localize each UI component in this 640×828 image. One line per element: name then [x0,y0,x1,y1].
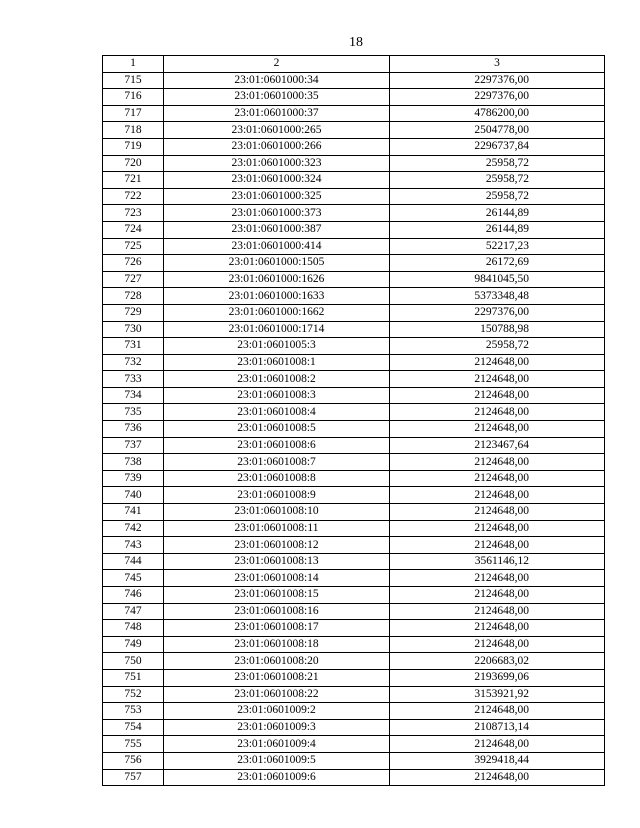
table-row [103,686,605,703]
cadastral-number-cell: 23:01:0601008:7 [164,454,390,471]
cadastral-number-cell: 23:01:0601008:22 [164,686,390,703]
table-row [103,354,605,371]
cadastral-number-cell: 23:01:0601008:9 [164,487,390,504]
row-number-cell: 740 [103,487,164,504]
cadastral-value-cell: 150788,98 [390,321,605,338]
cadastral-value-cell: 52217,23 [390,238,605,255]
table-row [103,172,605,189]
cadastral-number-cell: 23:01:0601008:5 [164,421,390,438]
row-number-cell: 748 [103,620,164,637]
row-number-cell: 721 [103,172,164,189]
row-number-cell: 729 [103,304,164,321]
cadastral-value-cell: 2124648,00 [390,520,605,537]
cadastral-number-cell: 23:01:0601008:18 [164,636,390,653]
table-row [103,437,605,454]
cadastral-number-cell: 23:01:0601000:1633 [164,288,390,305]
cadastral-number-cell: 23:01:0601009:5 [164,752,390,769]
table-row [103,487,605,504]
cadastral-number-cell: 23:01:0601000:1714 [164,321,390,338]
table-row [103,653,605,670]
row-number-cell: 754 [103,719,164,736]
row-number-cell: 720 [103,155,164,172]
cadastral-value-cell: 2124648,00 [390,454,605,471]
cadastral-number-cell: 23:01:0601000:1626 [164,271,390,288]
table-row [103,553,605,570]
cadastral-number-cell: 23:01:0601008:21 [164,669,390,686]
row-number-cell: 756 [103,752,164,769]
table-row [103,89,605,106]
row-number-cell: 722 [103,188,164,205]
cadastral-number-cell: 23:01:0601008:11 [164,520,390,537]
row-number-cell: 750 [103,653,164,670]
row-number-cell: 733 [103,371,164,388]
cadastral-value-cell: 2296737,84 [390,138,605,155]
cadastral-number-cell: 23:01:0601008:15 [164,587,390,604]
cadastral-value-cell: 2124648,00 [390,487,605,504]
table-row [103,752,605,769]
table-row [103,105,605,122]
table-row [103,271,605,288]
table-row [103,470,605,487]
row-number-cell: 734 [103,387,164,404]
cadastral-value-cell: 2124648,00 [390,421,605,438]
table-row [103,520,605,537]
cadastral-number-cell: 23:01:0601000:1662 [164,304,390,321]
row-number-cell: 723 [103,205,164,222]
cadastral-value-cell: 2124648,00 [390,470,605,487]
cadastral-value-cell: 26172,69 [390,255,605,272]
cadastral-value-cell: 2124648,00 [390,504,605,521]
cadastral-number-cell: 23:01:0601000:373 [164,205,390,222]
cadastral-number-cell: 23:01:0601000:323 [164,155,390,172]
cadastral-number-cell: 23:01:0601008:12 [164,537,390,554]
row-number-cell: 749 [103,636,164,653]
table-row [103,620,605,637]
cadastral-number-cell: 23:01:0601008:16 [164,603,390,620]
row-number-cell: 724 [103,221,164,238]
row-number-cell: 755 [103,736,164,753]
row-number-cell: 744 [103,553,164,570]
cadastral-value-cell: 25958,72 [390,188,605,205]
table-row [103,537,605,554]
cadastral-number-cell: 23:01:0601000:325 [164,188,390,205]
cadastral-value-cell: 2297376,00 [390,89,605,106]
cadastral-value-cell: 9841045,50 [390,271,605,288]
cadastral-value-cell: 2124648,00 [390,603,605,620]
table-row [103,421,605,438]
row-number-cell: 726 [103,255,164,272]
table-row [103,288,605,305]
row-number-cell: 739 [103,470,164,487]
row-number-cell: 731 [103,338,164,355]
table-row [103,338,605,355]
row-number-cell: 741 [103,504,164,521]
row-number-cell: 757 [103,769,164,786]
cadastral-number-cell: 23:01:0601000:266 [164,138,390,155]
row-number-cell: 715 [103,72,164,89]
row-number-cell: 730 [103,321,164,338]
table-row [103,255,605,272]
row-number-cell: 738 [103,454,164,471]
row-number-cell: 742 [103,520,164,537]
cadastral-value-cell: 3153921,92 [390,686,605,703]
row-number-cell: 728 [103,288,164,305]
row-number-cell: 736 [103,421,164,438]
row-number-cell: 716 [103,89,164,106]
cadastral-value-cell: 3929418,44 [390,752,605,769]
row-number-cell: 727 [103,271,164,288]
cadastral-value-cell: 2297376,00 [390,72,605,89]
table-body [103,72,605,786]
cadastral-value-cell: 2108713,14 [390,719,605,736]
cadastral-number-cell: 23:01:0601008:20 [164,653,390,670]
row-number-cell: 735 [103,404,164,421]
cadastral-number-cell: 23:01:0601005:3 [164,338,390,355]
cadastral-number-cell: 23:01:0601008:13 [164,553,390,570]
table-header-row [103,56,605,73]
cadastral-number-cell: 23:01:0601008:1 [164,354,390,371]
table-row [103,769,605,786]
cadastral-number-cell: 23:01:0601008:6 [164,437,390,454]
table-row [103,371,605,388]
cadastral-number-cell: 23:01:0601008:10 [164,504,390,521]
cadastral-value-cell: 26144,89 [390,221,605,238]
cadastral-value-cell: 2124648,00 [390,570,605,587]
cadastral-value-cell: 2124648,00 [390,587,605,604]
table-row [103,72,605,89]
table-row [103,570,605,587]
row-number-cell: 743 [103,537,164,554]
cadastral-value-cell: 2124648,00 [390,636,605,653]
cadastral-number-cell: 23:01:0601000:387 [164,221,390,238]
cadastral-number-cell: 23:01:0601009:2 [164,703,390,720]
cadastral-value-cell: 2193699,06 [390,669,605,686]
cadastral-value-cell: 2124648,00 [390,620,605,637]
cadastral-number-cell: 23:01:0601008:4 [164,404,390,421]
cadastral-value-cell: 4786200,00 [390,105,605,122]
table-row [103,221,605,238]
cadastral-number-cell: 23:01:0601000:34 [164,72,390,89]
cadastral-value-cell: 26144,89 [390,205,605,222]
cadastral-value-cell: 2124648,00 [390,404,605,421]
cadastral-number-cell: 23:01:0601000:414 [164,238,390,255]
cadastral-value-cell: 2124648,00 [390,371,605,388]
table-row [103,736,605,753]
row-number-cell: 746 [103,587,164,604]
cadastral-value-cell: 2123467,64 [390,437,605,454]
cadastral-value-cell: 2124648,00 [390,769,605,786]
cadastral-value-table [102,55,605,786]
cadastral-number-cell: 23:01:0601008:3 [164,387,390,404]
cadastral-value-cell: 2124648,00 [390,537,605,554]
table-row [103,587,605,604]
cadastral-value-cell: 3561146,12 [390,553,605,570]
table-row [103,603,605,620]
cadastral-value-cell: 2504778,00 [390,122,605,139]
row-number-cell: 737 [103,437,164,454]
row-number-cell: 753 [103,703,164,720]
cadastral-value-cell: 25958,72 [390,155,605,172]
cadastral-value-cell: 2206683,02 [390,653,605,670]
table-row [103,138,605,155]
column-header-value: 3 [390,56,605,73]
cadastral-number-cell: 23:01:0601009:4 [164,736,390,753]
cadastral-number-cell: 23:01:0601008:2 [164,371,390,388]
cadastral-value-cell: 2297376,00 [390,304,605,321]
table-row [103,205,605,222]
table-row [103,155,605,172]
cadastral-value-cell: 25958,72 [390,338,605,355]
cadastral-value-cell: 2124648,00 [390,703,605,720]
row-number-cell: 725 [103,238,164,255]
cadastral-number-cell: 23:01:0601000:265 [164,122,390,139]
row-number-cell: 732 [103,354,164,371]
column-header-cadastral-number: 2 [164,56,390,73]
table-row [103,636,605,653]
cadastral-value-cell: 2124648,00 [390,387,605,404]
table-row [103,719,605,736]
table-row [103,387,605,404]
table-row [103,703,605,720]
cadastral-value-cell: 25958,72 [390,172,605,189]
cadastral-number-cell: 23:01:0601008:14 [164,570,390,587]
cadastral-number-cell: 23:01:0601009:6 [164,769,390,786]
row-number-cell: 747 [103,603,164,620]
cadastral-number-cell: 23:01:0601000:1505 [164,255,390,272]
row-number-cell: 719 [103,138,164,155]
cadastral-number-cell: 23:01:0601009:3 [164,719,390,736]
row-number-cell: 752 [103,686,164,703]
table-row [103,238,605,255]
cadastral-value-cell: 2124648,00 [390,354,605,371]
table-row [103,122,605,139]
row-number-cell: 717 [103,105,164,122]
table-row [103,454,605,471]
cadastral-number-cell: 23:01:0601000:324 [164,172,390,189]
table-row [103,404,605,421]
table-row [103,304,605,321]
row-number-cell: 751 [103,669,164,686]
page-number: 18 [349,35,363,50]
table-row [103,669,605,686]
cadastral-number-cell: 23:01:0601008:8 [164,470,390,487]
cadastral-number-cell: 23:01:0601000:35 [164,89,390,106]
cadastral-number-cell: 23:01:0601000:37 [164,105,390,122]
table-row [103,504,605,521]
row-number-cell: 718 [103,122,164,139]
row-number-cell: 745 [103,570,164,587]
cadastral-value-cell: 2124648,00 [390,736,605,753]
cadastral-value-cell: 5373348,48 [390,288,605,305]
table-row [103,188,605,205]
cadastral-number-cell: 23:01:0601008:17 [164,620,390,637]
table-row [103,321,605,338]
column-header-number: 1 [103,56,164,73]
